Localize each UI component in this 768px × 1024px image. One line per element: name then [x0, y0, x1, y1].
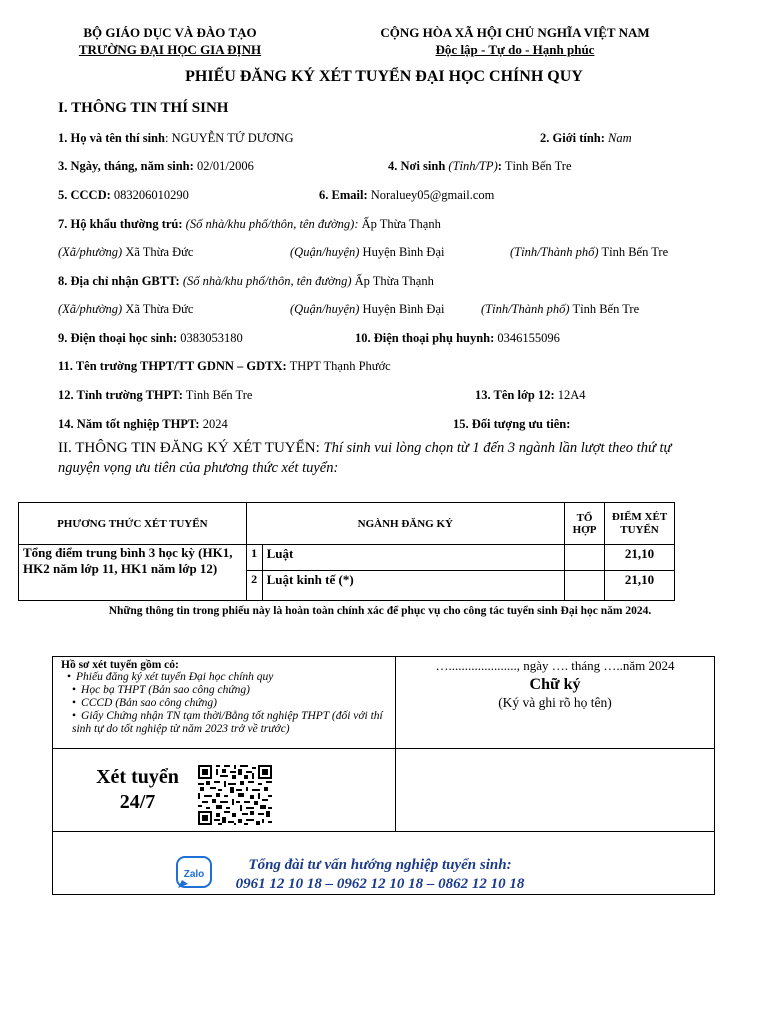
motto: Độc lập - Tự do - Hạnh phúc [435, 42, 595, 57]
table-row [19, 545, 675, 571]
row-number: 1 [246, 545, 262, 571]
dob-label: 3. Ngày, tháng, năm sinh: [58, 159, 194, 173]
mail-ward-field [58, 302, 193, 317]
cccd-value: 083206010290 [113, 188, 189, 202]
birthplace-hint: (Tỉnh/TP) [448, 159, 498, 173]
birthplace-colon: : [497, 159, 502, 173]
major-cell: Luật kinh tế (*) [262, 571, 564, 601]
ward-value: Xã Thừa Đức [125, 245, 194, 259]
header-score: ĐIỂM XÉT TUYỂN [605, 503, 675, 545]
school-field [58, 359, 391, 374]
residence-ward-field [58, 245, 193, 260]
residence-district-field [290, 245, 444, 260]
gender-label: 2. Giới tính: [540, 131, 605, 145]
mail-label: 8. Địa chỉ nhận GBTT: [58, 274, 180, 288]
score-cell: 21,10 [605, 545, 675, 571]
university-name: TRƯỜNG ĐẠI HỌC GIA ĐỊNH [78, 42, 262, 57]
list-item: • Giấy Chứng nhận TN tạm thời/Bằng tốt nghiệp THPT (đối với thí sinh tự do tốt nghiệp từ năm 2023 trở về trước) [67, 710, 395, 736]
hotline-numbers[interactable]: 0961 12 10 18 – 0962 12 10 18 – 0862 12 10 18 [235, 876, 525, 892]
name-field [58, 131, 294, 146]
phone-value: 0383053180 [180, 331, 243, 345]
residence-province-field [510, 245, 668, 260]
combo-cell [565, 545, 605, 571]
gender-field [540, 131, 632, 146]
list-item: • Phiếu đăng ký xét tuyển Đại học chính quy [67, 671, 395, 684]
ward-hint: (Xã/phường) [58, 245, 123, 259]
dossier-heading: Hồ sơ xét tuyển gồm có: [61, 659, 179, 671]
school-province-value: Tỉnh Bến Tre [185, 388, 253, 402]
qr-code-icon [198, 765, 272, 825]
section1-heading: I. THÔNG TIN THÍ SINH [58, 100, 229, 116]
school-value: THPT Thạnh Phước [289, 359, 391, 373]
residence-label: 7. Hộ khẩu thường trú: [58, 217, 183, 231]
birthplace-value: Tỉnh Bến Tre [504, 159, 572, 173]
parent-phone-field [355, 331, 560, 346]
school-label: 11. Tên trường THPT/TT GDNN – GDTX: [58, 359, 287, 373]
mail-value: Ấp Thừa Thạnh [354, 274, 434, 288]
school-province-field [58, 388, 252, 403]
district-value: Huyện Bình Đại [362, 245, 445, 259]
signature-note: (Ký và ghi rõ họ tên) [498, 695, 612, 710]
combo-cell [565, 571, 605, 601]
method-cell: Tổng điểm trung bình 3 học kỳ (HK1, HK2 năm lớp 11, HK1 năm lớp 12) [19, 545, 247, 601]
birthplace-field [388, 159, 572, 174]
cccd-field [58, 188, 189, 203]
zalo-label: Zalo [183, 869, 205, 880]
class-field [475, 388, 586, 403]
header-method: PHƯƠNG THỨC XÉT TUYỂN [19, 503, 247, 545]
header-major: NGÀNH ĐĂNG KÝ [246, 503, 564, 545]
mail-district-field [290, 302, 444, 317]
phone-field [58, 331, 243, 346]
dossier-list [57, 671, 395, 736]
hotline-title: Tổng đài tư vấn hướng nghiệp tuyển sinh: [248, 857, 512, 873]
priority-label: 15. Đối tượng ưu tiên: [453, 417, 571, 431]
grad-year-label: 14. Năm tốt nghiệp THPT: [58, 417, 200, 431]
mail-address-field [58, 274, 434, 289]
dob-field [58, 159, 254, 174]
header-combo: TỔ HỢP [565, 503, 605, 545]
mail-province-field [481, 302, 639, 317]
priority-field [453, 417, 570, 432]
signature-date-line: …....................., ngày …. tháng …..năm 2024 [435, 658, 675, 673]
email-field [319, 188, 494, 203]
republic-name: CỘNG HÒA XÃ HỘI CHỦ NGHĨA VIỆT NAM [380, 25, 650, 40]
dob-value: 02/01/2006 [196, 159, 254, 173]
section2-instruction: Thí sinh vui lòng chọn từ 1 đến 3 ngành lần lượt theo thứ tự nguyện vọng ưu tiên của phương thức xét tuyển: [58, 440, 672, 476]
table-header-row [19, 503, 675, 545]
parent-phone-value: 0346155096 [497, 331, 560, 345]
cccd-label: 5. CCCD: [58, 188, 111, 202]
birthplace-label: 4. Nơi sinh [388, 159, 446, 173]
grad-year-value: 2024 [202, 417, 228, 431]
row-number: 2 [246, 571, 262, 601]
parent-phone-label: 10. Điện thoại phụ huynh: [355, 331, 495, 345]
gender-value: Nam [608, 131, 632, 145]
email-value: Noraluey05@gmail.com [370, 188, 495, 202]
major-cell: Luật [262, 545, 564, 571]
residence-value: Ấp Thừa Thạnh [361, 217, 441, 231]
ministry-name: BỘ GIÁO DỤC VÀ ĐÀO TẠO [83, 25, 257, 40]
school-province-label: 12. Tỉnh trường THPT: [58, 388, 183, 402]
name-label: 1. Họ và tên thí sinh [58, 131, 165, 145]
registration-table [18, 502, 675, 601]
mail-district-hint: (Quận/huyện) [290, 302, 360, 316]
residence-hint: (Số nhà/khu phố/thôn, tên đường): [185, 217, 359, 231]
section2-intro [58, 438, 698, 478]
grad-year-field [58, 417, 228, 432]
mail-province-value: Tỉnh Bến Tre [572, 302, 640, 316]
phone-label: 9. Điện thoại học sinh: [58, 331, 178, 345]
district-hint: (Quận/huyện) [290, 245, 360, 259]
signature-title: Chữ ký [529, 676, 581, 693]
province-hint: (Tỉnh/Thành phố) [510, 245, 599, 259]
commitment-text: Những thông tin trong phiếu này là hoàn toàn chính xác để phục vụ cho công tác tuyển sinh Đại học năm 2024. [108, 605, 652, 617]
section2-heading: II. THÔNG TIN ĐĂNG KÝ XÉT TUYỂN: [58, 440, 320, 456]
mail-hint: (Số nhà/khu phố/thôn, tên đường) [182, 274, 352, 288]
class-value: 12A4 [557, 388, 586, 402]
name-value: : NGUYỄN TỨ DƯƠNG [164, 131, 294, 145]
signature-box [395, 656, 715, 749]
province-value: Tỉnh Bến Tre [601, 245, 669, 259]
class-label: 13. Tên lớp 12: [475, 388, 555, 402]
promo-text [80, 765, 195, 815]
score-cell: 21,10 [605, 571, 675, 601]
list-item: • CCCD (Bản sao công chứng) [67, 697, 395, 710]
mail-ward-hint: (Xã/phường) [58, 302, 123, 316]
mail-district-value: Huyện Bình Đại [362, 302, 445, 316]
email-label: 6. Email: [319, 188, 368, 202]
list-item: • Học bạ THPT (Bản sao công chứng) [67, 684, 395, 697]
signature-space [395, 748, 715, 832]
mail-province-hint: (Tỉnh/Thành phố) [481, 302, 570, 316]
residence-field [58, 217, 441, 232]
mail-ward-value: Xã Thừa Đức [125, 302, 194, 316]
form-title: PHIẾU ĐĂNG KÝ XÉT TUYỂN ĐẠI HỌC CHÍNH QUY [185, 68, 583, 85]
dossier-box [52, 656, 396, 749]
promo-line2: 24/7 [119, 791, 156, 813]
promo-line1: Xét tuyển [96, 766, 179, 788]
